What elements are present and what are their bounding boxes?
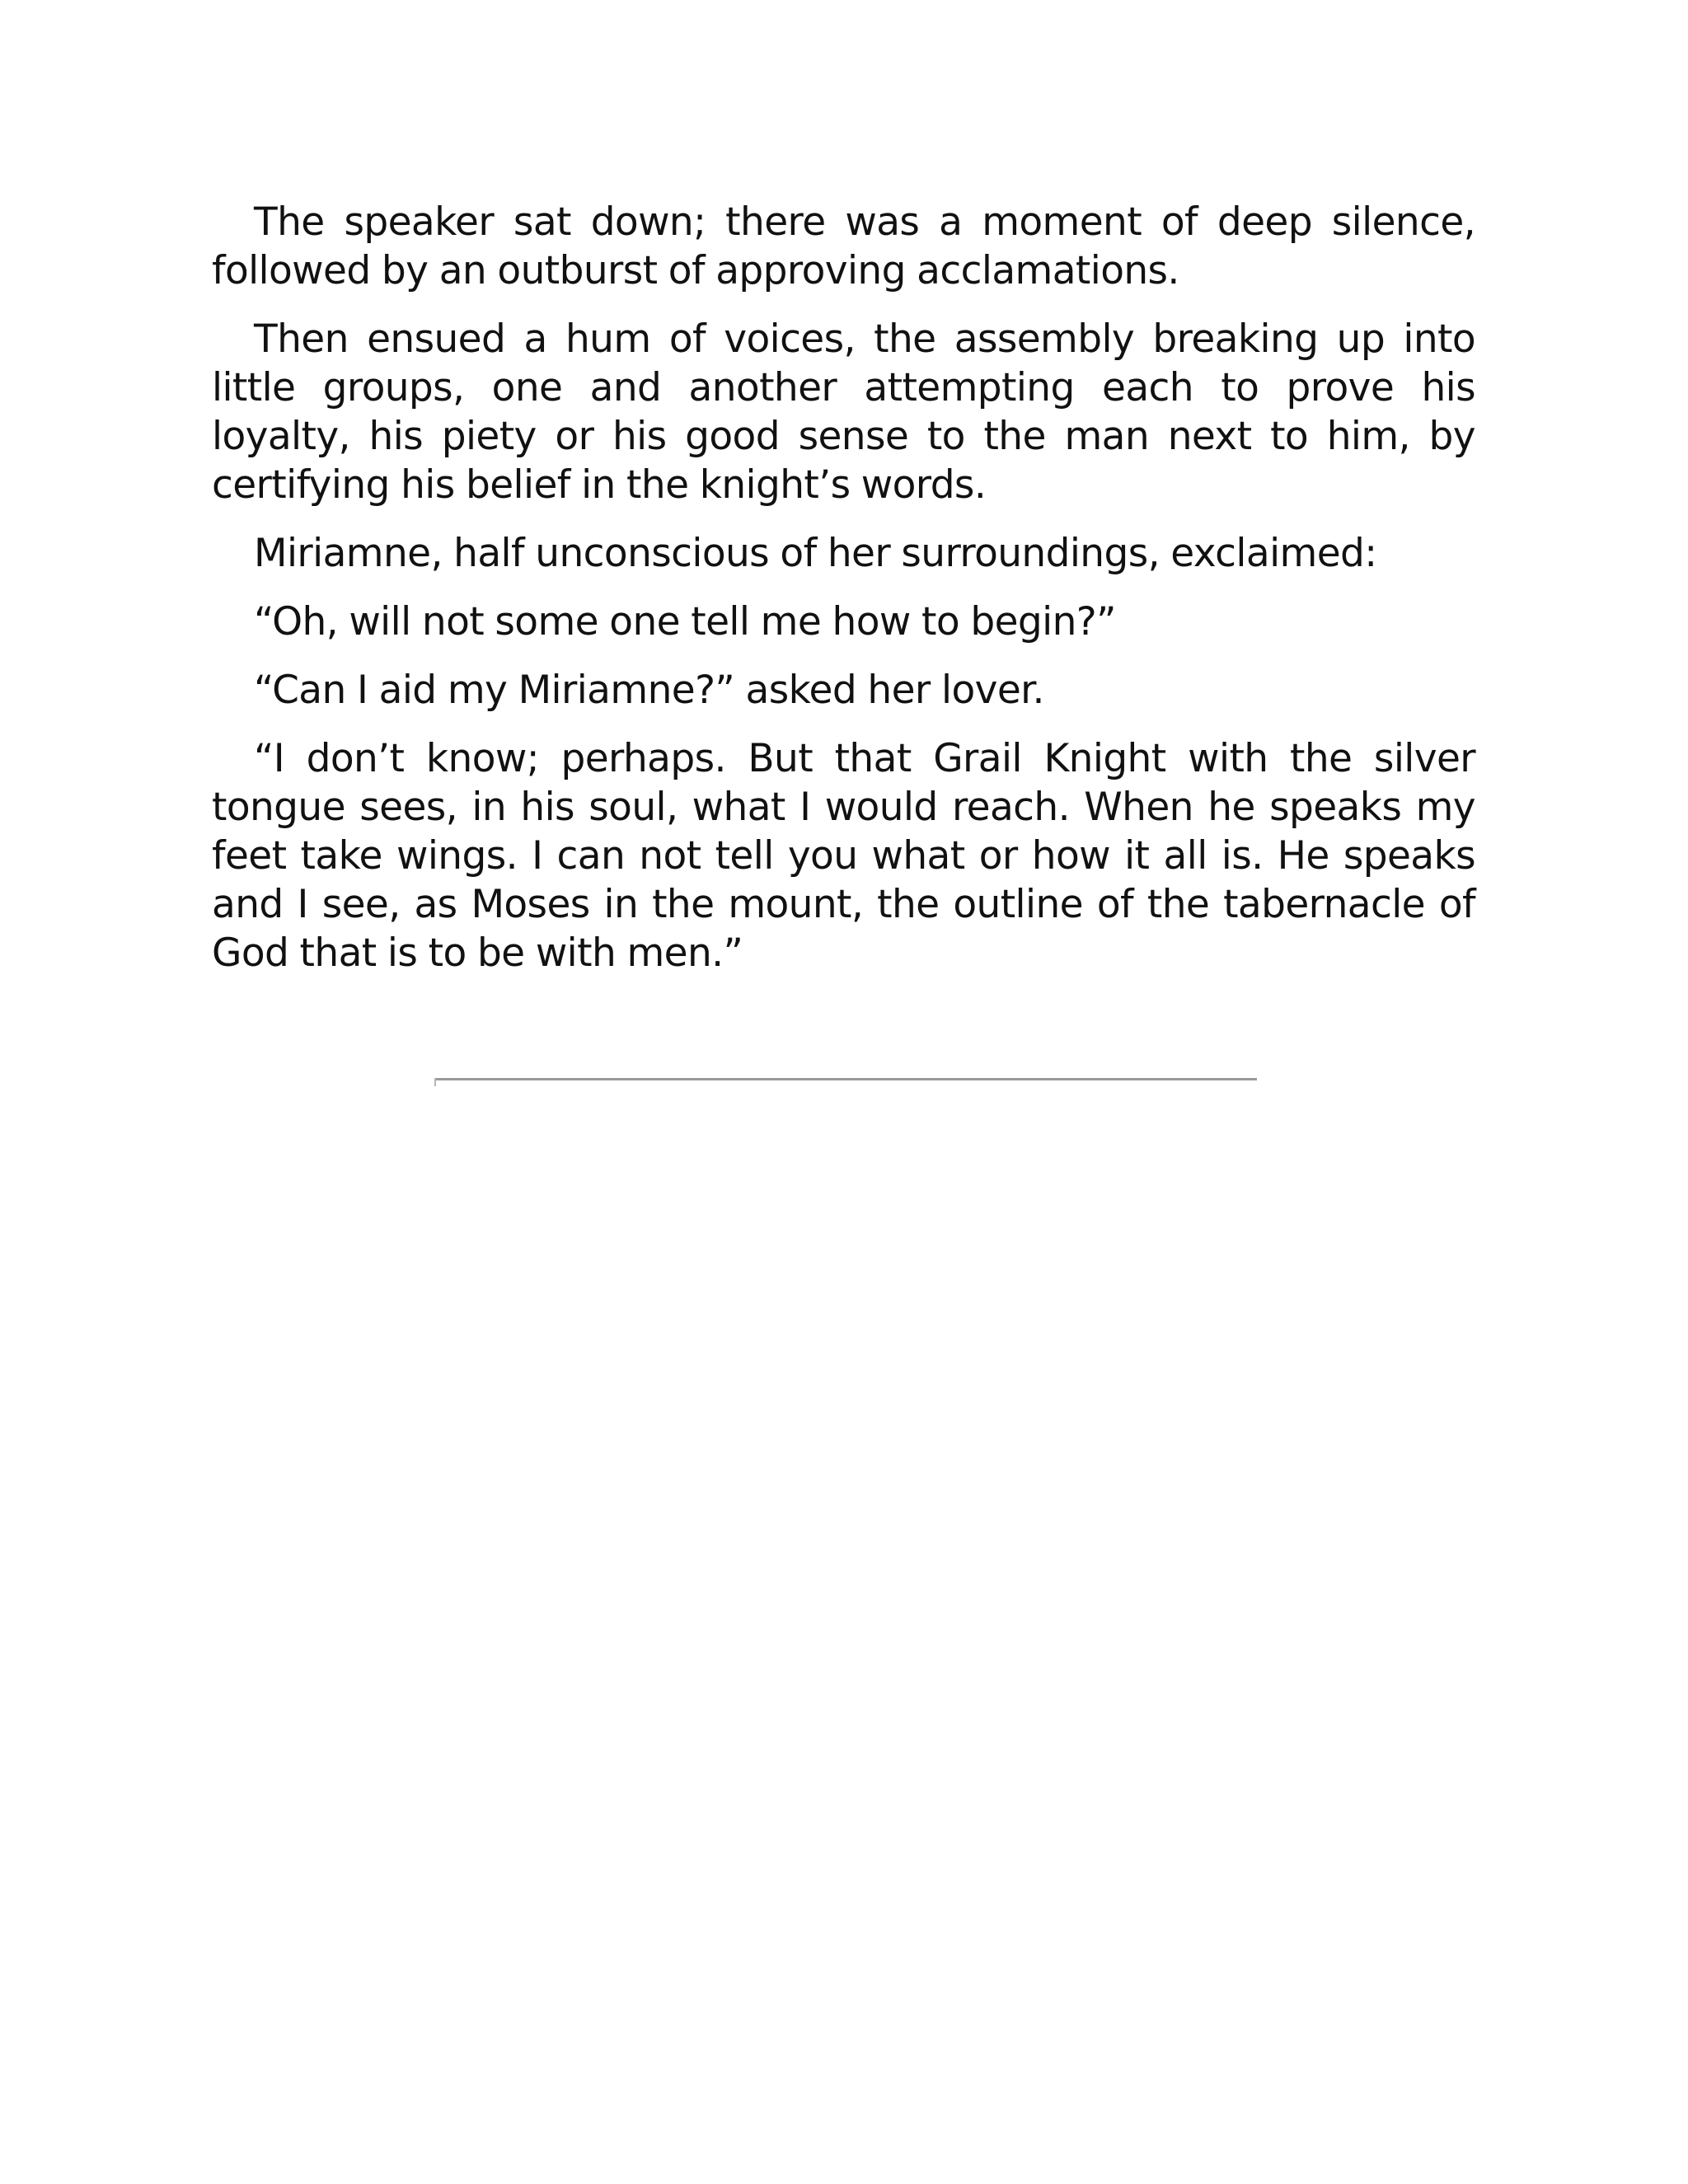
paragraph-grail-knight: “I don’t know; perhaps. But that Grail Knight with the silver tongue sees, in his soul, what I would reach. When he speaks my feet take wings. I can not tell you what or how it all is. He speaks and I see, as Moses in the mount, the outline of the tabernacle of God that is to be with men.”	[212, 736, 1475, 976]
body-text	[212, 198, 1475, 997]
paragraph-miriamne-exclaimed: Miriamne, half unconscious of her surroundings, exclaimed:	[254, 531, 1377, 576]
paragraph-how-to-begin: “Oh, will not some one tell me how to begin?”	[254, 599, 1116, 644]
section-divider	[434, 1078, 1257, 1080]
paragraph-speaker-sat-down: The speaker sat down; there was a moment of deep silence, followed by an outburst of approving acclamations.	[212, 199, 1475, 293]
paragraph-hum-of-voices: Then ensued a hum of voices, the assembly breaking up into little groups, one and another attempting each to prove his loyalty, his piety or his good sense to the man next to him, by certifying his belief in the knight’s words.	[212, 316, 1475, 508]
paragraph-can-i-aid: “Can I aid my Miriamne?” asked her lover.	[254, 668, 1044, 713]
